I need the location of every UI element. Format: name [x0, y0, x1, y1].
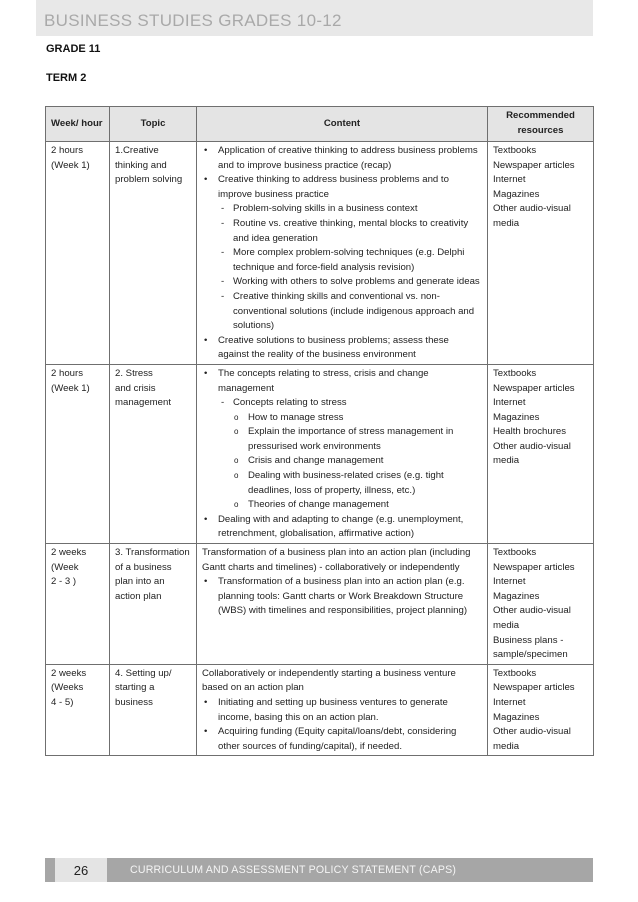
- topic-cell: [110, 664, 197, 756]
- bullet-marker-icon: •: [204, 576, 208, 588]
- resources-cell-line: media: [493, 455, 520, 467]
- bullet-marker-icon: •: [204, 696, 208, 708]
- resources-cell-line: Other audio-visual: [493, 605, 571, 617]
- content-line: solutions): [233, 320, 275, 332]
- bullet-marker-icon: •: [204, 334, 208, 346]
- week-cell-line: 2 weeks: [51, 667, 87, 679]
- content-line: retrenchment, globalisation, affirmative action): [218, 528, 415, 540]
- resources-cell-line: Internet: [493, 397, 526, 409]
- dash-point: [202, 275, 482, 290]
- week-cell-line: 2 hours: [51, 367, 83, 379]
- content-line: improve business practice: [218, 188, 329, 200]
- circle-point: [202, 498, 482, 513]
- resources-cell-line: Magazines: [493, 711, 540, 723]
- document-header-title: BUSINESS STUDIES GRADES 10-12: [44, 11, 342, 30]
- column-header-resources-line-1: Recommended: [506, 110, 575, 122]
- week-cell: [46, 544, 110, 665]
- topic-cell-line: problem solving: [115, 174, 183, 186]
- bullet-marker-icon: •: [204, 145, 208, 156]
- resources-cell-line: sample/specimen: [493, 649, 568, 661]
- resources-cell-line: Magazines: [493, 590, 540, 602]
- resources-cell-line: Textbooks: [493, 367, 537, 379]
- footer-text: CURRICULUM AND ASSESSMENT POLICY STATEMENT (CAPS): [130, 864, 457, 876]
- column-header-content: Content: [197, 107, 488, 142]
- content-line: Problem-solving skills in a business context: [233, 203, 418, 215]
- content-line: Explain the importance of stress management in: [248, 426, 454, 438]
- resources-cell: [488, 364, 594, 543]
- content-line: income, basing this on an action plan.: [218, 711, 379, 723]
- resources-cell-line: Magazines: [493, 411, 540, 423]
- circle-point: [202, 454, 482, 469]
- content-line: Dealing with business-related crises (e.g. tight: [248, 470, 444, 482]
- content-line: management: [218, 382, 274, 394]
- content-line: Routine vs. creative thinking, mental blocks to creativity: [233, 217, 469, 229]
- resources-cell-line: Newspaper articles: [493, 159, 575, 171]
- bullet-point: [202, 725, 482, 754]
- resources-cell: [488, 544, 594, 665]
- week-cell-line: (Weeks: [51, 682, 84, 694]
- content-line: Creative thinking skills and conventional vs. non-: [233, 290, 440, 302]
- circle-marker-icon: o: [234, 500, 239, 510]
- topic-cell-line: 4. Setting up/: [115, 667, 172, 679]
- bullet-marker-icon: •: [204, 513, 208, 525]
- table-header-row: [46, 107, 594, 142]
- content-line: technique and force-field analysis revision): [233, 261, 415, 273]
- content-line: planning tools: Gantt charts or Work Breakdown Structure: [218, 590, 464, 602]
- week-cell-line: (Week: [51, 561, 79, 573]
- week-cell-line: 2 - 3 ): [51, 576, 77, 588]
- circle-marker-icon: o: [234, 427, 239, 437]
- content-line: The concepts relating to stress, crisis and change: [218, 367, 429, 379]
- content-line: Collaboratively or independently starting a business venture: [202, 667, 456, 679]
- dash-marker-icon: -: [221, 397, 225, 409]
- resources-cell-line: Internet: [493, 696, 526, 708]
- circle-point: [202, 411, 482, 426]
- content-line: Application of creative thinking to address business problems: [218, 145, 478, 156]
- topic-cell-line: action plan: [115, 590, 162, 602]
- resources-cell-line: Other audio-visual: [493, 726, 571, 738]
- week-cell-line: (Week 1): [51, 159, 90, 171]
- topic-cell: [110, 364, 197, 543]
- column-header-resources-line-2: resources: [517, 125, 564, 136]
- content-line: More complex problem-solving techniques (e.g. Delphi: [233, 247, 465, 259]
- content-line: Transformation of a business plan into an action plan (e.g.: [218, 576, 465, 588]
- resources-cell-line: Other audio-visual: [493, 203, 571, 215]
- term-heading: TERM 2: [46, 72, 87, 84]
- topic-cell-line: and crisis: [115, 382, 156, 394]
- dash-marker-icon: -: [221, 247, 225, 259]
- content-line: and to improve business practice (recap): [218, 159, 392, 171]
- resources-cell-line: Newspaper articles: [493, 682, 575, 694]
- resources-cell-line: media: [493, 217, 520, 229]
- table-row: [46, 664, 594, 756]
- dash-point: [202, 290, 482, 334]
- dash-point: [202, 202, 482, 217]
- content-line: and idea generation: [233, 232, 318, 244]
- resources-cell-line: Health brochures: [493, 426, 567, 438]
- content-line: pressurised work environments: [248, 440, 381, 452]
- page-number: 26: [73, 863, 89, 878]
- circle-marker-icon: o: [234, 412, 239, 422]
- resources-cell-line: media: [493, 620, 520, 631]
- bullet-point: [202, 367, 482, 396]
- content-line: How to manage stress: [248, 411, 344, 423]
- content-line: deadlines, loss of property, illness, etc.): [248, 484, 416, 496]
- table-row: [46, 142, 594, 365]
- resources-cell-line: Newspaper articles: [493, 561, 575, 573]
- resources-cell-line: media: [493, 740, 520, 752]
- table-row: [46, 364, 594, 543]
- content-line: Initiating and setting up business ventures to generate: [218, 696, 448, 708]
- circle-point: [202, 425, 482, 454]
- topic-cell-line: 1.Creative: [115, 145, 159, 156]
- week-cell-line: 2 hours: [51, 145, 83, 156]
- column-header-week: Week/ hour: [46, 107, 110, 142]
- topic-cell-line: 2. Stress: [115, 367, 153, 379]
- dash-point: [202, 217, 482, 246]
- week-cell-line: 2 weeks: [51, 547, 87, 559]
- resources-cell-line: Textbooks: [493, 667, 537, 679]
- content-cell: [197, 544, 488, 665]
- resources-cell-line: Textbooks: [493, 547, 537, 559]
- resources-cell-line: Internet: [493, 576, 526, 588]
- content-line: (WBS) with timelines and responsibilities, project planning): [218, 605, 468, 617]
- dash-marker-icon: -: [221, 290, 225, 302]
- topic-cell-line: plan into an: [115, 576, 165, 588]
- bullet-point: [202, 513, 482, 542]
- topic-cell: [110, 142, 197, 365]
- topic-cell-line: thinking and: [115, 159, 167, 171]
- resources-cell-line: Internet: [493, 174, 526, 186]
- week-cell-line: 4 - 5): [51, 696, 74, 708]
- resources-cell-line: Business plans -: [493, 634, 564, 646]
- topic-cell-line: management: [115, 397, 171, 409]
- bullet-point: [202, 575, 482, 619]
- bullet-point: [202, 173, 482, 202]
- week-cell-line: (Week 1): [51, 382, 90, 394]
- content-line: Creative thinking to address business problems and to: [218, 174, 449, 186]
- circle-marker-icon: o: [234, 456, 239, 466]
- topic-cell-line: of a business: [115, 561, 172, 573]
- table-row: [46, 544, 594, 665]
- content-line: Transformation of a business plan into an action plan (including: [202, 547, 471, 559]
- bullet-marker-icon: •: [204, 367, 208, 379]
- content-line: Theories of change management: [248, 499, 389, 511]
- resources-cell-line: Newspaper articles: [493, 382, 575, 394]
- circle-marker-icon: o: [234, 471, 239, 481]
- circle-point: [202, 469, 482, 498]
- content-line: based on an action plan: [202, 682, 304, 694]
- curriculum-table: [45, 106, 594, 756]
- content-cell: [197, 364, 488, 543]
- resources-cell-line: Textbooks: [493, 145, 537, 156]
- content-line: Crisis and change management: [248, 455, 384, 467]
- content-line: against the reality of the business environment: [218, 349, 416, 361]
- column-header-topic: Topic: [110, 107, 197, 142]
- content-paragraph: [202, 546, 482, 575]
- resources-cell: [488, 142, 594, 365]
- bullet-point: [202, 334, 482, 363]
- grade-heading: GRADE 11: [46, 43, 101, 55]
- content-line: Acquiring funding (Equity capital/loans/debt, considering: [218, 726, 457, 738]
- content-line: Creative solutions to business problems; assess these: [218, 334, 449, 346]
- resources-cell: [488, 664, 594, 756]
- content-line: Dealing with and adapting to change (e.g. unemployment,: [218, 513, 464, 525]
- dash-point: [202, 246, 482, 275]
- resources-cell-line: Magazines: [493, 188, 540, 200]
- table-body: [46, 142, 594, 756]
- content-line: Working with others to solve problems and generate ideas: [233, 276, 480, 288]
- bullet-marker-icon: •: [204, 174, 208, 186]
- topic-cell-line: business: [115, 696, 153, 708]
- topic-cell-line: starting a: [115, 682, 155, 694]
- content-line: conventional solutions (include indigenous approach and: [233, 305, 475, 317]
- content-paragraph: [202, 667, 482, 696]
- dash-marker-icon: -: [221, 203, 225, 215]
- topic-cell-line: 3. Transformation: [115, 547, 190, 559]
- week-cell: [46, 142, 110, 365]
- dash-marker-icon: -: [221, 276, 225, 288]
- content-line: other sources of funding/capital), if needed.: [218, 740, 402, 752]
- topic-cell: [110, 544, 197, 665]
- week-cell: [46, 664, 110, 756]
- content-cell: [197, 142, 488, 365]
- week-cell: [46, 364, 110, 543]
- column-header-resources: [488, 107, 594, 142]
- bullet-marker-icon: •: [204, 726, 208, 738]
- dash-point: [202, 396, 482, 411]
- bullet-point: [202, 696, 482, 725]
- resources-cell-line: Other audio-visual: [493, 440, 571, 452]
- bullet-point: [202, 144, 482, 173]
- content-line: Gantt charts and timelines) - collaboratively or independently: [202, 561, 460, 573]
- content-line: Concepts relating to stress: [233, 397, 347, 409]
- dash-marker-icon: -: [221, 217, 225, 229]
- content-cell: [197, 664, 488, 756]
